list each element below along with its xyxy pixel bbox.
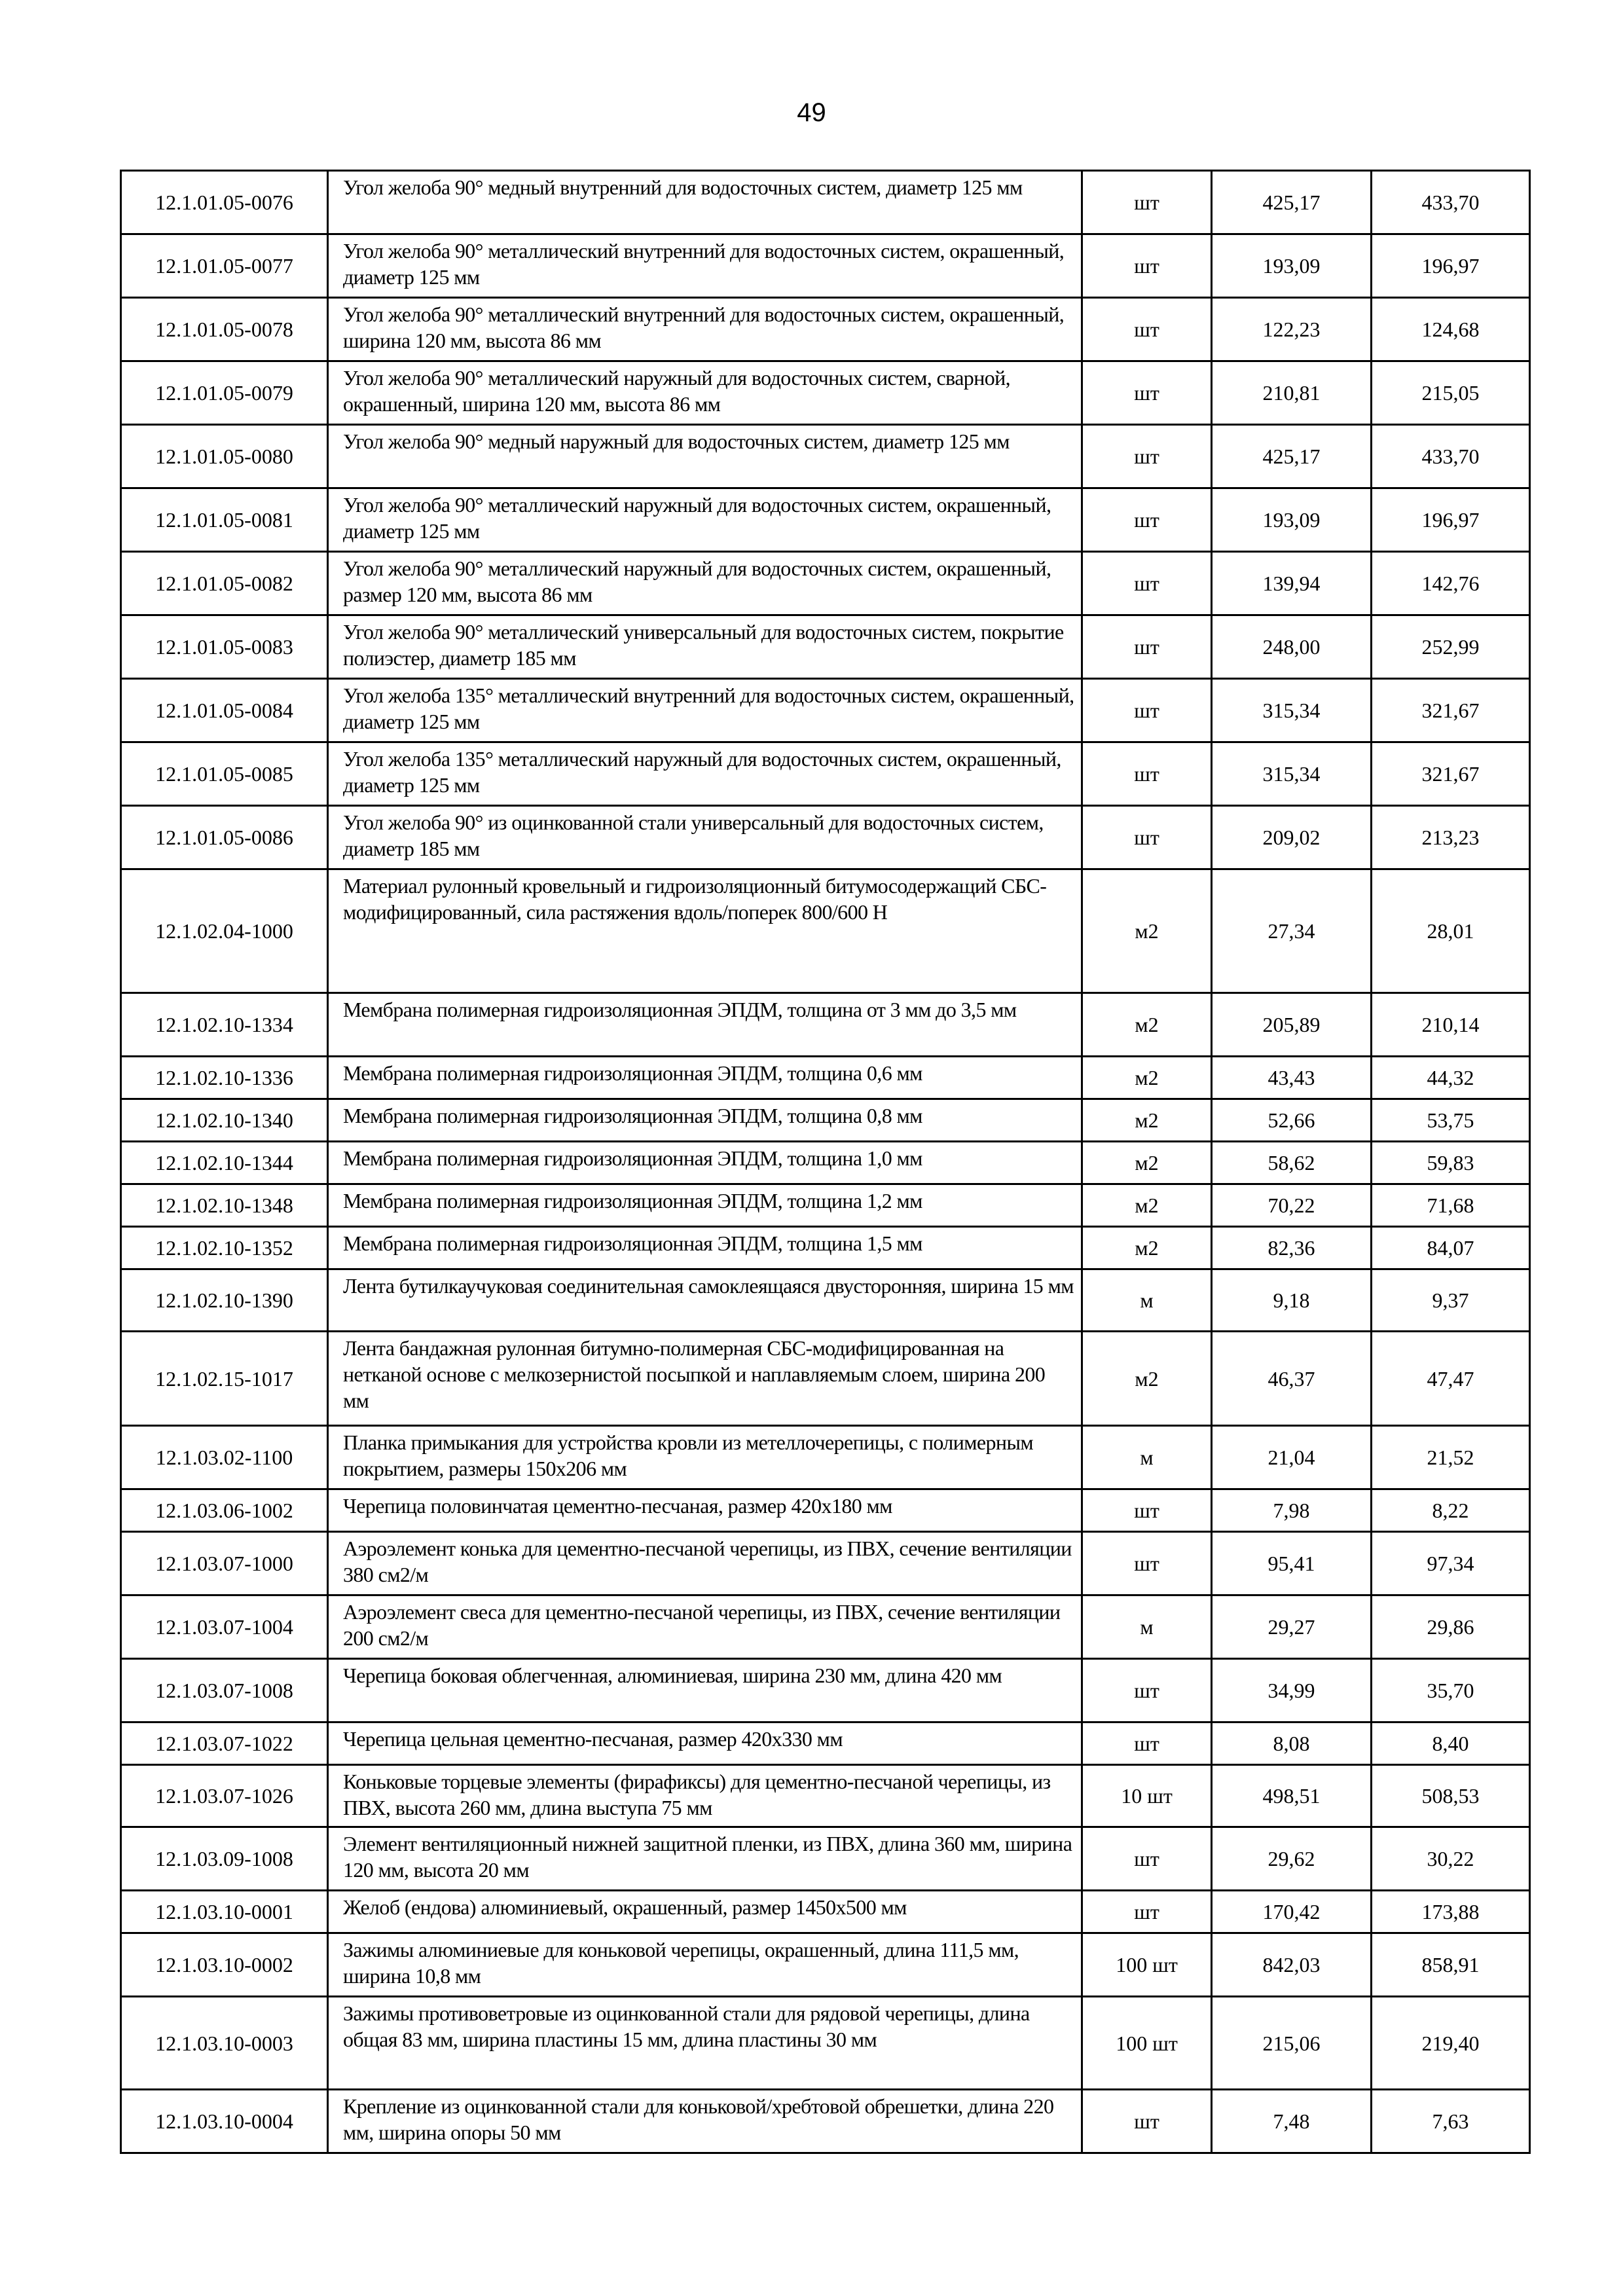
item-description: Лента бандажная рулонная битумно-полимерная СБС-модифицированная на нетканой основе с мелкозернистой посыпкой и наплавляемым слоем, ширина 200 мм: [328, 1332, 1082, 1426]
item-description: Желоб (ендова) алюминиевый, окрашенный, размер 1450х500 мм: [328, 1891, 1082, 1933]
item-description: Черепица половинчатая цементно-песчаная, размер 420х180 мм: [328, 1489, 1082, 1532]
item-price-2: 433,70: [1372, 425, 1530, 488]
item-unit: м2: [1082, 1099, 1212, 1142]
item-unit: м2: [1082, 1184, 1212, 1227]
table-row: [121, 1184, 1530, 1227]
item-code: 12.1.02.10-1334: [121, 993, 328, 1057]
item-code: 12.1.02.10-1344: [121, 1142, 328, 1184]
item-code: 12.1.02.10-1340: [121, 1099, 328, 1142]
item-unit: м2: [1082, 1332, 1212, 1426]
item-price-1: 425,17: [1212, 171, 1372, 234]
item-code: 12.1.03.07-1008: [121, 1659, 328, 1722]
item-price-1: 7,48: [1212, 2090, 1372, 2153]
item-description: Угол желоба 90° металлический наружный для водосточных систем, сварной, окрашенный, ширина 120 мм, высота 86 мм: [328, 361, 1082, 425]
item-unit: шт: [1082, 1722, 1212, 1765]
item-code: 12.1.01.05-0082: [121, 552, 328, 615]
item-price-1: 425,17: [1212, 425, 1372, 488]
item-price-1: 34,99: [1212, 1659, 1372, 1722]
item-price-2: 252,99: [1372, 615, 1530, 679]
item-price-2: 858,91: [1372, 1933, 1530, 1997]
item-price-1: 21,04: [1212, 1426, 1372, 1489]
table-row: [121, 1142, 1530, 1184]
item-description: Угол желоба 90° медный наружный для водосточных систем, диаметр 125 мм: [328, 425, 1082, 488]
item-price-1: 122,23: [1212, 298, 1372, 361]
item-unit: шт: [1082, 488, 1212, 552]
item-price-2: 321,67: [1372, 679, 1530, 742]
item-unit: шт: [1082, 806, 1212, 869]
table-row: [121, 1891, 1530, 1933]
table-row: [121, 1099, 1530, 1142]
table-row: [121, 993, 1530, 1057]
table-row: [121, 1997, 1530, 2090]
table-row: [121, 679, 1530, 742]
item-code: 12.1.01.05-0081: [121, 488, 328, 552]
price-table-body: [121, 171, 1530, 2153]
item-unit: шт: [1082, 2090, 1212, 2153]
item-price-2: 433,70: [1372, 171, 1530, 234]
item-code: 12.1.01.05-0077: [121, 234, 328, 298]
table-row: [121, 806, 1530, 869]
item-description: Мембрана полимерная гидроизоляционная ЭПДМ, толщина 1,5 мм: [328, 1227, 1082, 1269]
item-price-1: 205,89: [1212, 993, 1372, 1057]
table-row: [121, 171, 1530, 234]
table-row: [121, 234, 1530, 298]
item-price-1: 842,03: [1212, 1933, 1372, 1997]
item-unit: шт: [1082, 425, 1212, 488]
item-description: Коньковые торцевые элементы (фирафиксы) для цементно-песчаной черепицы, из ПВХ, высота 260 мм, длина выступа 75 мм: [328, 1765, 1082, 1827]
item-description: Зажимы алюминиевые для коньковой черепицы, окрашенный, длина 111,5 мм, ширина 10,8 мм: [328, 1933, 1082, 1997]
item-description: Мембрана полимерная гидроизоляционная ЭПДМ, толщина 1,2 мм: [328, 1184, 1082, 1227]
table-row: [121, 869, 1530, 993]
table-row: [121, 298, 1530, 361]
item-price-2: 196,97: [1372, 234, 1530, 298]
item-price-1: 46,37: [1212, 1332, 1372, 1426]
item-price-2: 53,75: [1372, 1099, 1530, 1142]
item-unit: шт: [1082, 171, 1212, 234]
item-description: Материал рулонный кровельный и гидроизоляционный битумосодержащий СБС-модифицированный, сила растяжения вдоль/поперек 800/600 Н: [328, 869, 1082, 993]
item-price-2: 84,07: [1372, 1227, 1530, 1269]
item-description: Угол желоба 90° из оцинкованной стали универсальный для водосточных систем, диаметр 185 мм: [328, 806, 1082, 869]
item-price-1: 498,51: [1212, 1765, 1372, 1827]
item-price-2: 213,23: [1372, 806, 1530, 869]
item-unit: шт: [1082, 615, 1212, 679]
item-price-1: 29,27: [1212, 1595, 1372, 1659]
item-price-1: 9,18: [1212, 1269, 1372, 1332]
table-row: [121, 361, 1530, 425]
item-description: Лента бутилкаучуковая соединительная самоклеящаяся двусторонняя, ширина 15 мм: [328, 1269, 1082, 1332]
item-unit: 100 шт: [1082, 1997, 1212, 2090]
item-price-2: 124,68: [1372, 298, 1530, 361]
item-price-2: 173,88: [1372, 1891, 1530, 1933]
item-price-2: 44,32: [1372, 1057, 1530, 1099]
item-price-2: 8,40: [1372, 1722, 1530, 1765]
item-description: Аэроэлемент конька для цементно-песчаной черепицы, из ПВХ, сечение вентиляции 380 см2/м: [328, 1532, 1082, 1595]
item-unit: 100 шт: [1082, 1933, 1212, 1997]
item-unit: шт: [1082, 742, 1212, 806]
item-description: Крепление из оцинкованной стали для коньковой/хребтовой обрешетки, длина 220 мм, ширина опоры 50 мм: [328, 2090, 1082, 2153]
item-description: Зажимы противоветровые из оцинкованной стали для рядовой черепицы, длина общая 83 мм, ширина пластины 15 мм, длина пластины 30 мм: [328, 1997, 1082, 2090]
price-table: [120, 170, 1531, 2154]
item-price-2: 71,68: [1372, 1184, 1530, 1227]
table-row: [121, 1827, 1530, 1891]
item-description: Аэроэлемент свеса для цементно-песчаной черепицы, из ПВХ, сечение вентиляции 200 см2/м: [328, 1595, 1082, 1659]
item-price-2: 59,83: [1372, 1142, 1530, 1184]
item-unit: шт: [1082, 1532, 1212, 1595]
item-price-1: 95,41: [1212, 1532, 1372, 1595]
item-code: 12.1.01.05-0083: [121, 615, 328, 679]
table-row: [121, 1269, 1530, 1332]
item-description: Мембрана полимерная гидроизоляционная ЭПДМ, толщина 0,6 мм: [328, 1057, 1082, 1099]
item-unit: шт: [1082, 298, 1212, 361]
item-unit: м2: [1082, 1057, 1212, 1099]
item-code: 12.1.01.05-0076: [121, 171, 328, 234]
item-price-2: 28,01: [1372, 869, 1530, 993]
item-code: 12.1.02.10-1390: [121, 1269, 328, 1332]
item-code: 12.1.02.10-1336: [121, 1057, 328, 1099]
item-price-2: 9,37: [1372, 1269, 1530, 1332]
table-row: [121, 425, 1530, 488]
item-code: 12.1.03.07-1022: [121, 1722, 328, 1765]
item-price-2: 35,70: [1372, 1659, 1530, 1722]
item-price-2: 219,40: [1372, 1997, 1530, 2090]
item-unit: шт: [1082, 679, 1212, 742]
item-code: 12.1.02.10-1352: [121, 1227, 328, 1269]
item-description: Угол желоба 90° металлический внутренний для водосточных систем, окрашенный, ширина 120 мм, высота 86 мм: [328, 298, 1082, 361]
item-price-1: 8,08: [1212, 1722, 1372, 1765]
item-code: 12.1.01.05-0080: [121, 425, 328, 488]
item-code: 12.1.03.07-1004: [121, 1595, 328, 1659]
table-row: [121, 742, 1530, 806]
item-description: Угол желоба 90° металлический наружный для водосточных систем, окрашенный, размер 120 мм, высота 86 мм: [328, 552, 1082, 615]
item-price-1: 248,00: [1212, 615, 1372, 679]
item-description: Черепица боковая облегченная, алюминиевая, ширина 230 мм, длина 420 мм: [328, 1659, 1082, 1722]
item-description: Угол желоба 90° металлический универсальный для водосточных систем, покрытие полиэстер, диаметр 185 мм: [328, 615, 1082, 679]
item-description: Угол желоба 90° медный внутренний для водосточных систем, диаметр 125 мм: [328, 171, 1082, 234]
item-unit: 10 шт: [1082, 1765, 1212, 1827]
item-unit: м2: [1082, 869, 1212, 993]
table-row: [121, 1659, 1530, 1722]
table-row: [121, 488, 1530, 552]
item-price-2: 508,53: [1372, 1765, 1530, 1827]
item-unit: м2: [1082, 993, 1212, 1057]
item-unit: м2: [1082, 1142, 1212, 1184]
table-row: [121, 615, 1530, 679]
item-price-2: 7,63: [1372, 2090, 1530, 2153]
item-code: 12.1.03.10-0001: [121, 1891, 328, 1933]
item-price-1: 27,34: [1212, 869, 1372, 993]
page-number: 49: [797, 98, 826, 127]
item-unit: м: [1082, 1269, 1212, 1332]
item-price-1: 29,62: [1212, 1827, 1372, 1891]
item-price-1: 193,09: [1212, 488, 1372, 552]
item-price-2: 47,47: [1372, 1332, 1530, 1426]
item-price-1: 193,09: [1212, 234, 1372, 298]
item-price-1: 210,81: [1212, 361, 1372, 425]
item-code: 12.1.03.09-1008: [121, 1827, 328, 1891]
item-code: 12.1.03.06-1002: [121, 1489, 328, 1532]
item-code: 12.1.01.05-0079: [121, 361, 328, 425]
item-unit: шт: [1082, 1891, 1212, 1933]
item-code: 12.1.02.15-1017: [121, 1332, 328, 1426]
item-price-1: 58,62: [1212, 1142, 1372, 1184]
item-price-2: 142,76: [1372, 552, 1530, 615]
item-price-2: 196,97: [1372, 488, 1530, 552]
item-description: Мембрана полимерная гидроизоляционная ЭПДМ, толщина от 3 мм до 3,5 мм: [328, 993, 1082, 1057]
item-code: 12.1.01.05-0086: [121, 806, 328, 869]
item-price-1: 52,66: [1212, 1099, 1372, 1142]
item-price-2: 8,22: [1372, 1489, 1530, 1532]
item-unit: шт: [1082, 1659, 1212, 1722]
item-unit: м: [1082, 1595, 1212, 1659]
table-row: [121, 1532, 1530, 1595]
item-price-2: 97,34: [1372, 1532, 1530, 1595]
item-code: 12.1.01.05-0085: [121, 742, 328, 806]
item-price-2: 210,14: [1372, 993, 1530, 1057]
item-price-1: 43,43: [1212, 1057, 1372, 1099]
item-code: 12.1.01.05-0078: [121, 298, 328, 361]
item-unit: шт: [1082, 552, 1212, 615]
item-price-1: 215,06: [1212, 1997, 1372, 2090]
item-code: 12.1.03.10-0003: [121, 1997, 328, 2090]
table-row: [121, 2090, 1530, 2153]
item-description: Планка примыкания для устройства кровли из метеллочерепицы, с полимерным покрытием, размеры 150х206 мм: [328, 1426, 1082, 1489]
item-price-2: 21,52: [1372, 1426, 1530, 1489]
table-row: [121, 1765, 1530, 1827]
item-price-2: 29,86: [1372, 1595, 1530, 1659]
item-price-1: 315,34: [1212, 742, 1372, 806]
table-row: [121, 1595, 1530, 1659]
item-code: 12.1.01.05-0084: [121, 679, 328, 742]
table-row: [121, 1933, 1530, 1997]
item-price-1: 315,34: [1212, 679, 1372, 742]
item-description: Мембрана полимерная гидроизоляционная ЭПДМ, толщина 0,8 мм: [328, 1099, 1082, 1142]
item-description: Угол желоба 90° металлический внутренний для водосточных систем, окрашенный, диаметр 125 мм: [328, 234, 1082, 298]
item-code: 12.1.03.10-0002: [121, 1933, 328, 1997]
table-row: [121, 1489, 1530, 1532]
item-unit: м: [1082, 1426, 1212, 1489]
item-unit: шт: [1082, 361, 1212, 425]
table-row: [121, 552, 1530, 615]
item-code: 12.1.03.02-1100: [121, 1426, 328, 1489]
item-code: 12.1.02.10-1348: [121, 1184, 328, 1227]
item-price-1: 209,02: [1212, 806, 1372, 869]
item-code: 12.1.02.04-1000: [121, 869, 328, 993]
item-unit: шт: [1082, 234, 1212, 298]
item-unit: шт: [1082, 1489, 1212, 1532]
item-price-1: 82,36: [1212, 1227, 1372, 1269]
item-price-1: 7,98: [1212, 1489, 1372, 1532]
table-row: [121, 1426, 1530, 1489]
item-description: Угол желоба 135° металлический наружный для водосточных систем, окрашенный, диаметр 125 мм: [328, 742, 1082, 806]
item-price-2: 215,05: [1372, 361, 1530, 425]
item-description: Черепица цельная цементно-песчаная, размер 420х330 мм: [328, 1722, 1082, 1765]
item-description: Угол желоба 90° металлический наружный для водосточных систем, окрашенный, диаметр 125 мм: [328, 488, 1082, 552]
item-price-1: 170,42: [1212, 1891, 1372, 1933]
item-description: Мембрана полимерная гидроизоляционная ЭПДМ, толщина 1,0 мм: [328, 1142, 1082, 1184]
item-unit: м2: [1082, 1227, 1212, 1269]
table-row: [121, 1332, 1530, 1426]
item-description: Угол желоба 135° металлический внутренний для водосточных систем, окрашенный, диаметр 125 мм: [328, 679, 1082, 742]
item-price-1: 70,22: [1212, 1184, 1372, 1227]
item-code: 12.1.03.10-0004: [121, 2090, 328, 2153]
table-row: [121, 1057, 1530, 1099]
item-price-1: 139,94: [1212, 552, 1372, 615]
item-description: Элемент вентиляционный нижней защитной пленки, из ПВХ, длина 360 мм, ширина 120 мм, высота 20 мм: [328, 1827, 1082, 1891]
item-code: 12.1.03.07-1026: [121, 1765, 328, 1827]
item-price-2: 30,22: [1372, 1827, 1530, 1891]
item-unit: шт: [1082, 1827, 1212, 1891]
table-row: [121, 1722, 1530, 1765]
item-price-2: 321,67: [1372, 742, 1530, 806]
item-code: 12.1.03.07-1000: [121, 1532, 328, 1595]
table-row: [121, 1227, 1530, 1269]
